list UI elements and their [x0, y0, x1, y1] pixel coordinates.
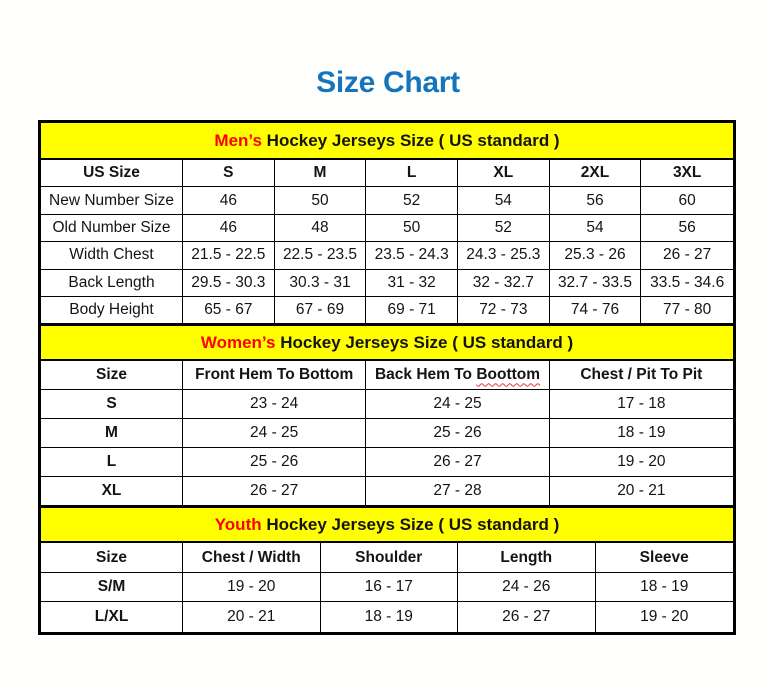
row-label-cell: Back Length	[41, 270, 183, 297]
size-value-cell: 52	[458, 215, 550, 242]
size-value-cell: 18 - 19	[321, 602, 459, 632]
column-header-cell: US Size	[41, 160, 183, 187]
column-header-cell: 2XL	[550, 160, 642, 187]
column-header-cell: Chest / Width	[183, 543, 321, 573]
column-header-cell: XL	[458, 160, 550, 187]
size-value-cell: 20 - 21	[550, 477, 733, 506]
row-label-cell: New Number Size	[41, 187, 183, 214]
size-value-cell: 20 - 21	[183, 602, 321, 632]
column-header-cell: M	[275, 160, 367, 187]
column-header-cell	[366, 361, 549, 390]
size-value-cell: 26 - 27	[458, 602, 596, 632]
size-value-cell: 25 - 26	[183, 448, 366, 477]
column-header-cell: Front Hem To Bottom	[183, 361, 366, 390]
size-value-cell: 19 - 20	[640, 608, 689, 626]
size-value-cell: 25.3 - 26	[550, 242, 642, 269]
size-value-cell: 48	[275, 215, 367, 242]
womens-banner-text: Hockey Jerseys Size ( US standard )	[275, 332, 574, 352]
size-value-cell: 18 - 19	[550, 419, 733, 448]
size-value-cell: 22.5 - 23.5	[275, 242, 367, 269]
size-value-cell: 65 - 67	[183, 297, 275, 324]
size-value-cell: 31 - 32	[366, 270, 458, 297]
mens-section-banner	[41, 123, 733, 160]
mens-banner-highlight: Men’s	[214, 130, 262, 150]
size-value-cell: 56	[550, 187, 642, 214]
youth-banner-highlight: Youth	[214, 514, 262, 534]
size-value-cell: 60	[641, 187, 733, 214]
size-value-cell: 25 - 26	[366, 419, 549, 448]
row-label-cell: XL	[41, 477, 183, 506]
column-header-cell: S	[183, 160, 275, 187]
size-value-cell: 74 - 76	[550, 297, 642, 324]
size-value-cell: 23.5 - 24.3	[366, 242, 458, 269]
row-label-cell: S	[41, 390, 183, 419]
size-value-cell: 24 - 25	[183, 419, 366, 448]
column-header-cell: Length	[458, 543, 596, 573]
column-header-cell: Sleeve	[596, 543, 734, 573]
row-label-cell: Old Number Size	[41, 215, 183, 242]
size-value-cell: 46	[183, 187, 275, 214]
size-value-cell: 32 - 32.7	[458, 270, 550, 297]
womens-section-banner	[41, 324, 733, 361]
column-header-cell: Shoulder	[321, 543, 459, 573]
size-value-cell: 52	[366, 187, 458, 214]
header-text: Back Hem To	[374, 366, 477, 384]
size-value-cell: 24 - 25	[366, 390, 549, 419]
youth-banner-text: Hockey Jerseys Size ( US standard )	[261, 514, 560, 534]
size-value-cell: 67 - 69	[275, 297, 367, 324]
column-header-cell: L	[366, 160, 458, 187]
column-header-cell: Size	[41, 361, 183, 390]
column-header-cell: Size	[41, 543, 183, 573]
size-value-cell: 24 - 26	[458, 573, 596, 603]
size-value-cell: 17 - 18	[550, 390, 733, 419]
size-value-cell: 32.7 - 33.5	[550, 270, 642, 297]
size-value-cell: 21.5 - 22.5	[183, 242, 275, 269]
size-value-cell: 56	[641, 215, 733, 242]
mens-size-grid	[41, 160, 733, 324]
size-value-cell: 72 - 73	[458, 297, 550, 324]
misspelled-word: Boottom	[476, 366, 541, 384]
row-label-cell: S/M	[41, 573, 183, 603]
size-value-cell: 54	[550, 215, 642, 242]
column-header-cell: Chest / Pit To Pit	[550, 361, 733, 390]
column-header-cell: 3XL	[641, 160, 733, 187]
size-value-cell: 27 - 28	[366, 477, 549, 506]
size-value-cell: 18 - 19	[596, 573, 734, 603]
size-value-cell: 50	[275, 187, 367, 214]
size-chart-table	[38, 120, 736, 635]
size-value-cell: 46	[183, 215, 275, 242]
size-value-cell: 19 - 20	[550, 448, 733, 477]
size-value-cell: 16 - 17	[321, 573, 459, 603]
size-value-cell: 29.5 - 30.3	[183, 270, 275, 297]
mens-banner-text: Hockey Jerseys Size ( US standard )	[261, 130, 560, 150]
row-label-cell: L	[41, 448, 183, 477]
size-value-cell: 26 - 27	[183, 477, 366, 506]
size-value-cell: 33.5 - 34.6	[641, 270, 733, 297]
youth-section-banner	[41, 506, 733, 543]
row-label-cell: M	[41, 419, 183, 448]
size-value-cell: 77 - 80	[641, 297, 733, 324]
size-value-cell: 24.3 - 25.3	[458, 242, 550, 269]
womens-banner-highlight: Women’s	[200, 332, 276, 352]
size-value-cell: 26 - 27	[641, 242, 733, 269]
row-label-cell: Body Height	[41, 297, 183, 324]
row-label-cell: Width Chest	[41, 242, 183, 269]
womens-size-grid	[41, 361, 733, 506]
size-value-cell: 50	[366, 215, 458, 242]
youth-size-grid	[41, 543, 733, 632]
size-value-cell: 54	[458, 187, 550, 214]
size-value-cell: 19 - 20	[183, 573, 321, 603]
size-value-cell: 26 - 27	[366, 448, 549, 477]
size-value-cell: 30.3 - 31	[275, 270, 367, 297]
size-value-cell: 23 - 24	[183, 390, 366, 419]
page-title: Size Chart	[316, 66, 460, 99]
size-value-cell: 69 - 71	[366, 297, 458, 324]
row-label-cell: L/XL	[41, 602, 183, 632]
